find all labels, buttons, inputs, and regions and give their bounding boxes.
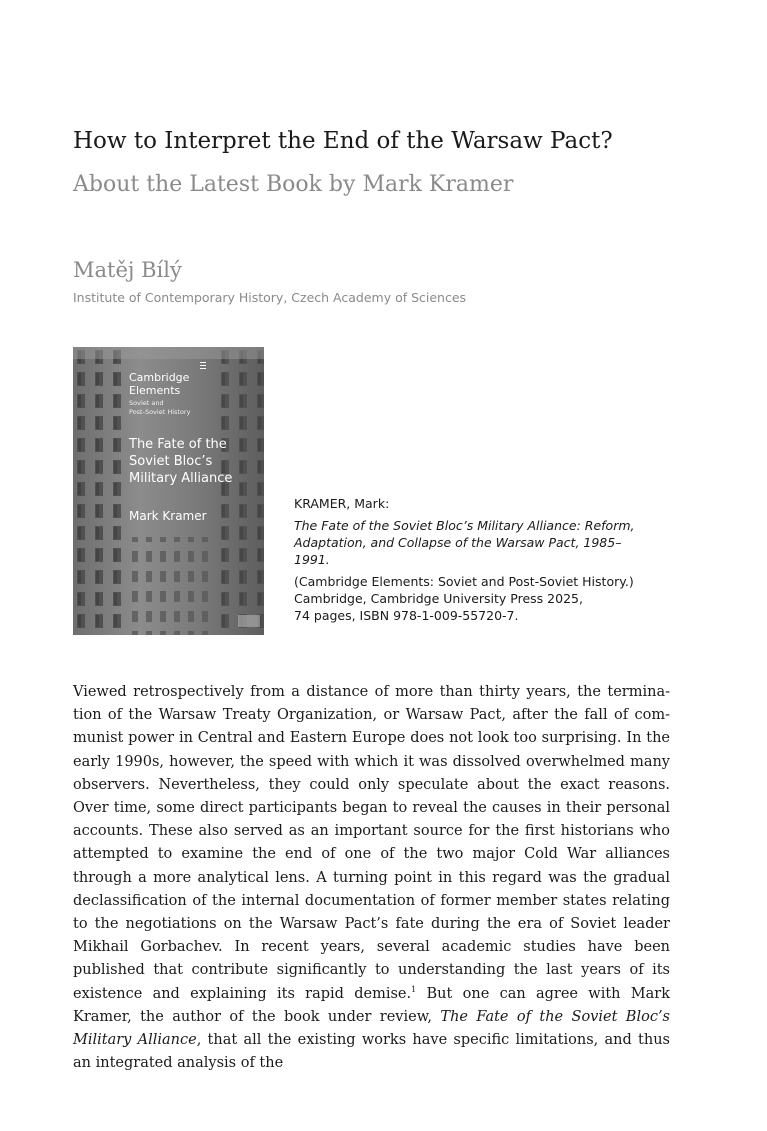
body-text-1: Viewed retrospectively from a distance of more than thirty years, the termination of the Warsaw Treaty Organization, or Warsaw Pact, after the fall of communist power in Central and Eastern Europe does not look too surprising. In the early 1990s, however, the speed with which it was dissolved overwhelmed many observers. Nevertheless, they could only speculate about the exact reasons. Over time, some direct participants began to reveal the causes in their personal accounts. These also served as an important source for the first historians who attempted to examine the end of one of the two major Cold War alliances through a more analytical lens. A turning point in this regard was the gradual declassification of the internal documentation of former member states relating to the negotiations on the Warsaw Pact’s fate during the era of Soviet leader Mikhail Gorbachev. In recent years, several academic studies have been published that contribute significantly to understanding the last years of its existence and explaining its rapid demise. xyxy=(73,684,670,1002)
citation-title: The Fate of the Soviet Bloc’s Military Alliance: Reform, Adaptation, and Collapse of the Warsaw Pact, 1985–1991. xyxy=(294,518,635,567)
cover-book-title xyxy=(129,436,259,487)
cover-series-line: Cambridge xyxy=(129,371,190,384)
citation-series: (Cambridge Elements: Soviet and Post-Soviet History.) xyxy=(294,574,634,589)
body-paragraph xyxy=(73,681,670,1075)
article-author: Matěj Bílý xyxy=(73,258,182,282)
citation-publisher: Cambridge, Cambridge University Press 2025, xyxy=(294,591,583,606)
cover-series xyxy=(129,372,189,397)
book-title-italic: The Fate of the Soviet Bloc’s Military Alliance xyxy=(73,1008,670,1049)
citation-details: 74 pages, ISBN 978-1-009-55720-7. xyxy=(294,608,519,623)
body-text-2: But one can agree with Mark Kramer, the author of the book under review, xyxy=(73,985,670,1025)
book-citation xyxy=(294,495,654,624)
footnote-ref[interactable]: 1 xyxy=(411,984,417,994)
citation-author: KRAMER, Mark: xyxy=(294,496,390,511)
menu-lines-icon xyxy=(200,362,206,370)
body-text-3: , that all the existing works have specific limitations, and thus an integrated analysis of the xyxy=(73,1032,670,1072)
cover-author: Mark Kramer xyxy=(129,509,207,523)
cover-title-line: Military Alliance xyxy=(129,471,233,486)
cover-series-subtitle xyxy=(129,399,219,416)
cover-series-sub-line: Post-Soviet History xyxy=(129,407,191,416)
author-affiliation: Institute of Contemporary History, Czech Academy of Sciences xyxy=(73,290,467,305)
cover-series-sub-line: Soviet and xyxy=(129,399,164,407)
article-title: How to Interpret the End of the Warsaw Pact? xyxy=(73,128,613,154)
book-cover-image xyxy=(73,347,264,635)
article-subtitle: About the Latest Book by Mark Kramer xyxy=(73,172,514,197)
cover-title-line: Soviet Bloc’s xyxy=(129,454,213,469)
cover-title-line: The Fate of the xyxy=(129,437,227,452)
cover-series-line: Elements xyxy=(129,383,181,397)
